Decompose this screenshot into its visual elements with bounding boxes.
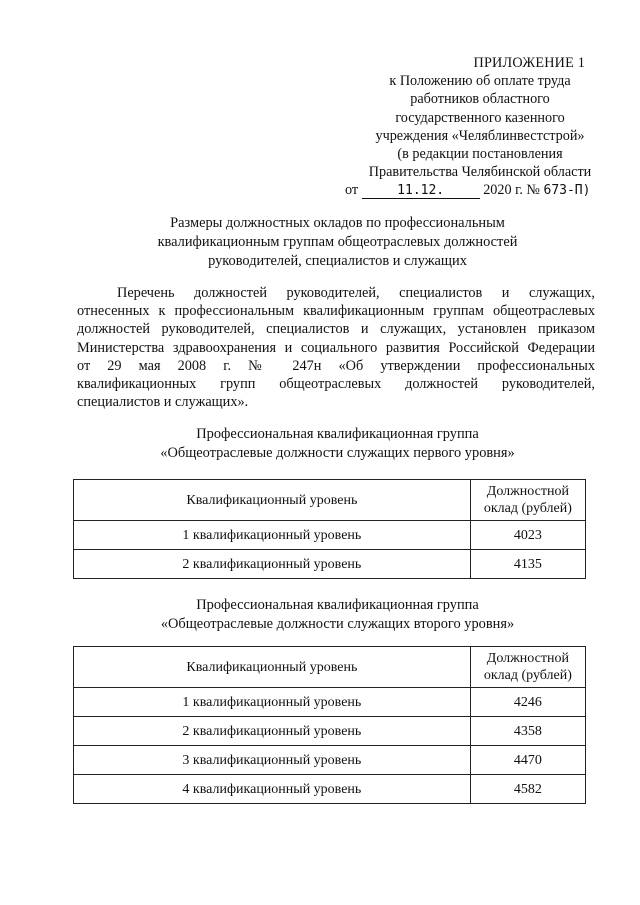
group-title-first-level <box>60 425 615 463</box>
date-handwritten: 11.12. <box>397 183 445 199</box>
appendix-title: ПРИЛОЖЕНИЕ 1 <box>473 55 585 71</box>
cell-level: 2 квалификационный уровень <box>74 717 471 746</box>
appendix-line: к Положению об оплате труда <box>389 73 571 90</box>
appendix-header <box>345 54 615 200</box>
group-title-line: «Общеотраслевые должности служащих второго уровня» <box>160 616 515 632</box>
table-row <box>74 521 586 550</box>
document-title <box>60 214 615 271</box>
cell-salary: 4470 <box>470 746 585 775</box>
cell-salary: 4358 <box>470 717 585 746</box>
cell-level: 1 квалификационный уровень <box>74 521 471 550</box>
group-title-line: Профессиональная квалификационная группа <box>196 597 479 613</box>
table-row <box>74 775 586 804</box>
number-blank <box>540 183 594 198</box>
group-title-second-level <box>60 596 615 634</box>
salary-table-second-level <box>73 646 586 804</box>
appendix-line: государственного казенного <box>395 109 565 126</box>
table-header-row <box>74 480 586 521</box>
title-line: квалификационным группам общеотраслевых должностей <box>157 234 518 250</box>
title-line: руководителей, специалистов и служащих <box>208 253 467 269</box>
cell-level: 1 квалификационный уровень <box>74 688 471 717</box>
header-salary <box>470 647 585 688</box>
table-row <box>74 550 586 579</box>
intro-line: специалистов и служащих». <box>77 394 249 411</box>
table-header-row <box>74 647 586 688</box>
intro-line: квалификационных групп общеотраслевых должностей руководителей, <box>77 376 595 393</box>
intro-line: Министерства здравоохранения и социального развития Российской Федерации <box>77 339 595 356</box>
header-salary-line: Должностной <box>486 484 569 499</box>
intro-line: Перечень должностей руководителей, специалистов и служащих, <box>117 285 595 301</box>
decree-date-line <box>345 181 615 199</box>
intro-line: от 29 мая 2008 г. № 247н «Об утверждении профессиональных <box>77 357 595 374</box>
header-salary-line: оклад (рублей) <box>483 501 572 516</box>
header-level: Квалификационный уровень <box>74 480 471 521</box>
date-prefix: от <box>345 182 359 199</box>
cell-salary: 4135 <box>470 550 585 579</box>
cell-level: 2 квалификационный уровень <box>74 550 471 579</box>
table-row <box>74 688 586 717</box>
appendix-line: Правительства Челябинской области <box>368 164 592 181</box>
appendix-line: (в редакции постановления <box>397 146 563 163</box>
group-title-line: Профессиональная квалификационная группа <box>196 426 479 442</box>
title-line: Размеры должностных окладов по профессиональным <box>170 215 505 231</box>
table-row <box>74 717 586 746</box>
decree-number-handwritten: 673-П) <box>543 183 591 199</box>
appendix-line: работников областного <box>410 91 550 108</box>
intro-line: должностей руководителей, специалистов и служащих, установлен приказом <box>77 321 595 338</box>
cell-salary: 4582 <box>470 775 585 804</box>
intro-line: отнесенных к профессиональным квалификационным группам общеотраслевых <box>77 303 595 320</box>
cell-salary: 4246 <box>470 688 585 717</box>
date-blank <box>362 183 480 199</box>
table-row <box>74 746 586 775</box>
date-year: 2020 г. № <box>483 182 540 199</box>
header-level: Квалификационный уровень <box>74 647 471 688</box>
cell-salary: 4023 <box>470 521 585 550</box>
appendix-line: учреждения «Челяблинвестстрой» <box>375 127 585 144</box>
header-salary-line: Должностной <box>486 651 569 666</box>
intro-paragraph <box>77 284 595 411</box>
salary-table-first-level <box>73 479 586 579</box>
header-salary <box>470 480 585 521</box>
group-title-line: «Общеотраслевые должности служащих первого уровня» <box>160 445 515 461</box>
cell-level: 3 квалификационный уровень <box>74 746 471 775</box>
header-salary-line: оклад (рублей) <box>483 668 572 683</box>
cell-level: 4 квалификационный уровень <box>74 775 471 804</box>
